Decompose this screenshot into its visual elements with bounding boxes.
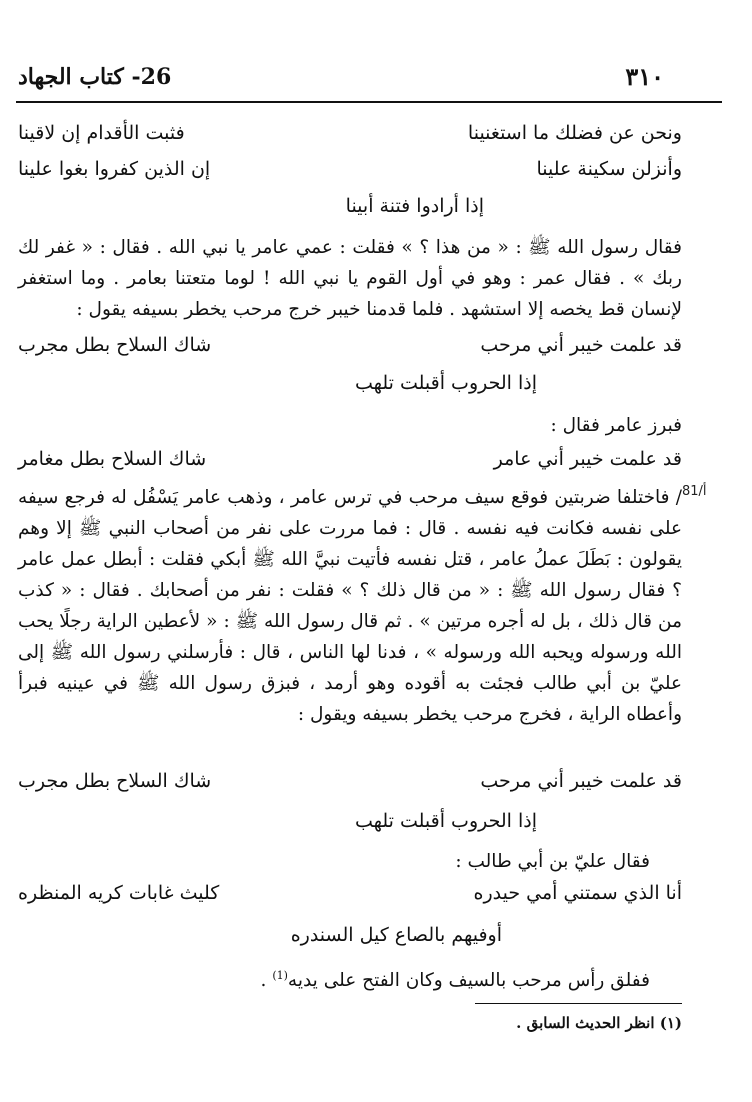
verse-hemistich-first: قد علمت خيبر أني مرحب	[480, 770, 682, 792]
body-paragraph: ففلق رأس مرحب بالسيف وكان الفتح على يديه$^{(1)}$ .	[260, 969, 650, 992]
body-paragraph: فقال رسول الله ﷺ : « من هذا ؟ » فقلت : عمي عامر يا نبي الله . فقال : « غفر لك ربك » . فقال عمر : وهو في أول القوم يا نبي الله ! لوما متعتنا بعامر . وما استغفر لإنسان قط يخصه إلا استشهد . فلما قدمنا خيبر خرج مرحب يخطر بسيفه يقول :	[18, 237, 682, 320]
verse-single-line: إذا الحروب أقبلت تلهب	[354, 372, 537, 394]
verse-line	[18, 448, 682, 480]
page-header	[18, 60, 722, 100]
verse-hemistich-first: قد علمت خيبر أني مرحب	[480, 334, 682, 356]
verse-single-line: إذا أرادوا فتنة أبينا	[345, 195, 484, 217]
footnote-marker: (1)	[272, 969, 288, 982]
verse-hemistich-first: وأنزلن سكينة علينا	[536, 158, 682, 180]
footnote-rule	[475, 1003, 682, 1004]
body-paragraph: فبرز عامر فقال :	[550, 415, 682, 436]
verse-hemistich-first: قد علمت خيبر أني عامر	[493, 448, 682, 470]
chapter-title: 26- كتاب الجهاد	[18, 64, 172, 90]
paragraph-text: ففلق رأس مرحب بالسيف وكان الفتح على يديه	[287, 970, 650, 992]
verse-hemistich-second: إن الذين كفروا بغوا علينا	[18, 158, 211, 180]
verse-hemistich-second: شاك السلاح بطل مجرب	[18, 334, 212, 356]
verse-hemistich-first: ونحن عن فضلك ما استغنينا	[467, 122, 682, 144]
footnote: (١) انظر الحديث السابق .	[516, 1014, 682, 1032]
margin-reference: أ/81	[682, 484, 707, 499]
verse-single-line: إذا الحروب أقبلت تلهب	[354, 810, 537, 832]
verse-single-line: أوفيهم بالصاع كيل السندره	[290, 924, 502, 946]
verse-line	[18, 158, 682, 190]
page-number: ٣١٠	[625, 62, 664, 91]
body-paragraph: فقال عليّ بن أبي طالب :	[455, 851, 650, 872]
header-rule	[16, 101, 722, 103]
verse-line	[18, 882, 682, 914]
verse-line	[18, 334, 682, 366]
verse-line	[18, 770, 682, 802]
verse-hemistich-first: أنا الذي سمتني أمي حيدره	[473, 882, 682, 904]
verse-hemistich-second: شاك السلاح بطل مجرب	[18, 770, 212, 792]
verse-line	[18, 122, 682, 154]
verse-hemistich-second: فثبت الأقدام إن لاقينا	[18, 122, 185, 144]
verse-hemistich-second: شاك السلاح بطل مغامر	[18, 448, 207, 470]
body-paragraph: / فاختلفا ضربتين فوقع سيف مرحب في ترس عامر ، وذهب عامر يَسْفُل له فرجع سيفه على نفسه فكانت فيه نفسه . قال : فما مررت على نفر من أصحاب النبي ﷺ إلا وهم يقولون : بَطَلَ عملُ عامر ، قتل نفسه فأتيت نبيَّ الله ﷺ أبكي فقلت : أبطل عمل عامر ؟ فقال رسول الله ﷺ : « من قال ذلك ؟ » فقلت : نفر من أصحابك . فقال : « كذب من قال ذلك ، بل له أجره مرتين » . ثم قال رسول الله ﷺ : « لأعطين الراية رجلًا يحب الله ورسوله ويحبه الله ورسوله » ، فدنا لها الناس ، قال : فأرسلني رسول الله ﷺ إلى عليّ بن أبي طالب فجئت به أقوده وهو أرمد ، فبزق رسول الله ﷺ في عينيه فبرأ وأعطاه الراية ، فخرج مرحب يخطر بسيفه ويقول :	[18, 487, 682, 725]
verse-hemistich-second: كليث غابات كريه المنظره	[18, 882, 220, 904]
